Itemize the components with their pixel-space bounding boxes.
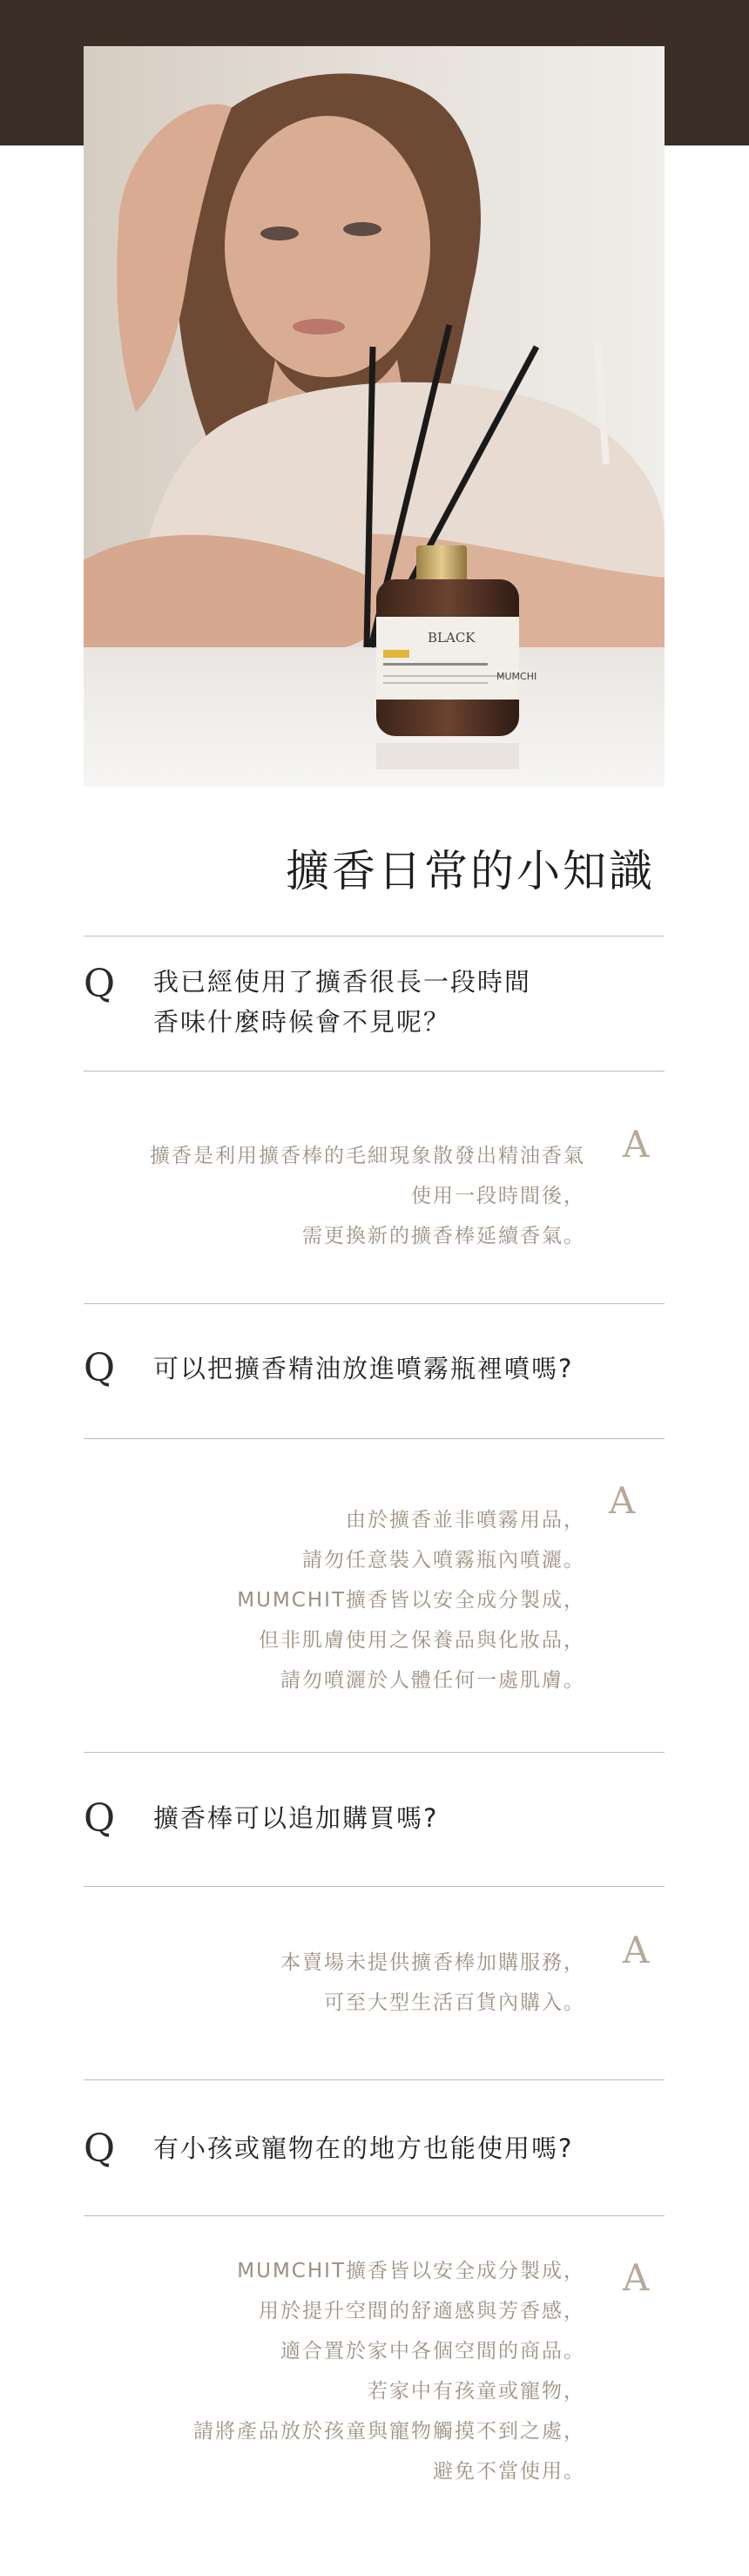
faq-answer-1: [98, 1136, 585, 1256]
answer-line: 適合置於家中各個空間的商品。: [280, 2340, 585, 2363]
answer-line: 擴香是利用擴香棒的毛細現象散發出精油香氣: [150, 1145, 585, 1167]
question-line: 可以把擴香精油放進噴霧瓶裡噴嗎?: [153, 1354, 574, 1383]
answer-line: 請勿噴灑於人體任何一處肌膚。: [280, 1669, 585, 1692]
divider: [84, 1438, 665, 1439]
divider: [84, 2215, 665, 2216]
answer-line: 但非肌膚使用之保養品與化妝品，: [259, 1629, 585, 1652]
divider: [84, 1886, 665, 1887]
divider: [84, 1752, 665, 1753]
question-line: 有小孩或寵物在的地方也能使用嗎?: [153, 2133, 574, 2163]
faq-question-3: [153, 1798, 641, 1838]
answer-line: 避免不當使用。: [433, 2460, 585, 2483]
faq-question-1: [153, 962, 641, 1042]
answer-line: 可至大型生活百貨內購入。: [324, 1991, 585, 2014]
photo-label-side: MUMCHI: [496, 671, 537, 682]
answer-marker: A: [623, 1123, 650, 1166]
photo-illustration: [84, 46, 665, 787]
answer-line: 若家中有孩童或寵物，: [368, 2380, 585, 2403]
answer-marker: A: [609, 1479, 636, 1522]
divider: [84, 2079, 665, 2080]
question-marker: Q: [84, 2126, 116, 2171]
question-line: 香味什麼時候會不見呢？: [153, 1007, 451, 1037]
question-line: 擴香棒可以追加購買嗎?: [153, 1803, 439, 1833]
faq-question-2: [153, 1349, 641, 1389]
answer-line: 需更換新的擴香棒延續香氣。: [302, 1225, 585, 1247]
faq-answer-4: [98, 2251, 585, 2491]
photo-label-brand: BLACK: [428, 630, 476, 646]
answer-line: 請勿任意裝入噴霧瓶內噴灑。: [302, 1549, 585, 1572]
answer-line: 本賣場未提供擴香棒加購服務，: [280, 1951, 585, 1974]
answer-marker: A: [623, 2256, 650, 2299]
answer-line: 由於擴香並非噴霧用品，: [346, 1509, 585, 1531]
product-photo: [84, 46, 665, 787]
question-line: 我已經使用了擴香很長一段時間: [153, 967, 532, 997]
question-marker: Q: [84, 1346, 116, 1390]
question-marker: Q: [84, 962, 116, 1006]
divider: [84, 1071, 665, 1072]
divider: [84, 1303, 665, 1304]
answer-line: 用於提升空間的舒適感與芳香感，: [259, 2300, 585, 2322]
answer-line: 請將產品放於孩童與寵物觸摸不到之處，: [193, 2420, 585, 2443]
faq-question-4: [153, 2128, 641, 2168]
answer-line: MUMCHIT擴香皆以安全成分製成，: [237, 2260, 585, 2282]
faq-answer-3: [98, 1943, 585, 2023]
faq-answer-2: [98, 1500, 585, 1700]
section-title: 擴香日常的小知識: [286, 846, 655, 896]
answer-marker: A: [623, 1929, 650, 1971]
answer-line: MUMCHIT擴香皆以安全成分製成，: [237, 1589, 585, 1612]
question-marker: Q: [84, 1796, 116, 1841]
answer-line: 使用一段時間後，: [411, 1185, 585, 1207]
